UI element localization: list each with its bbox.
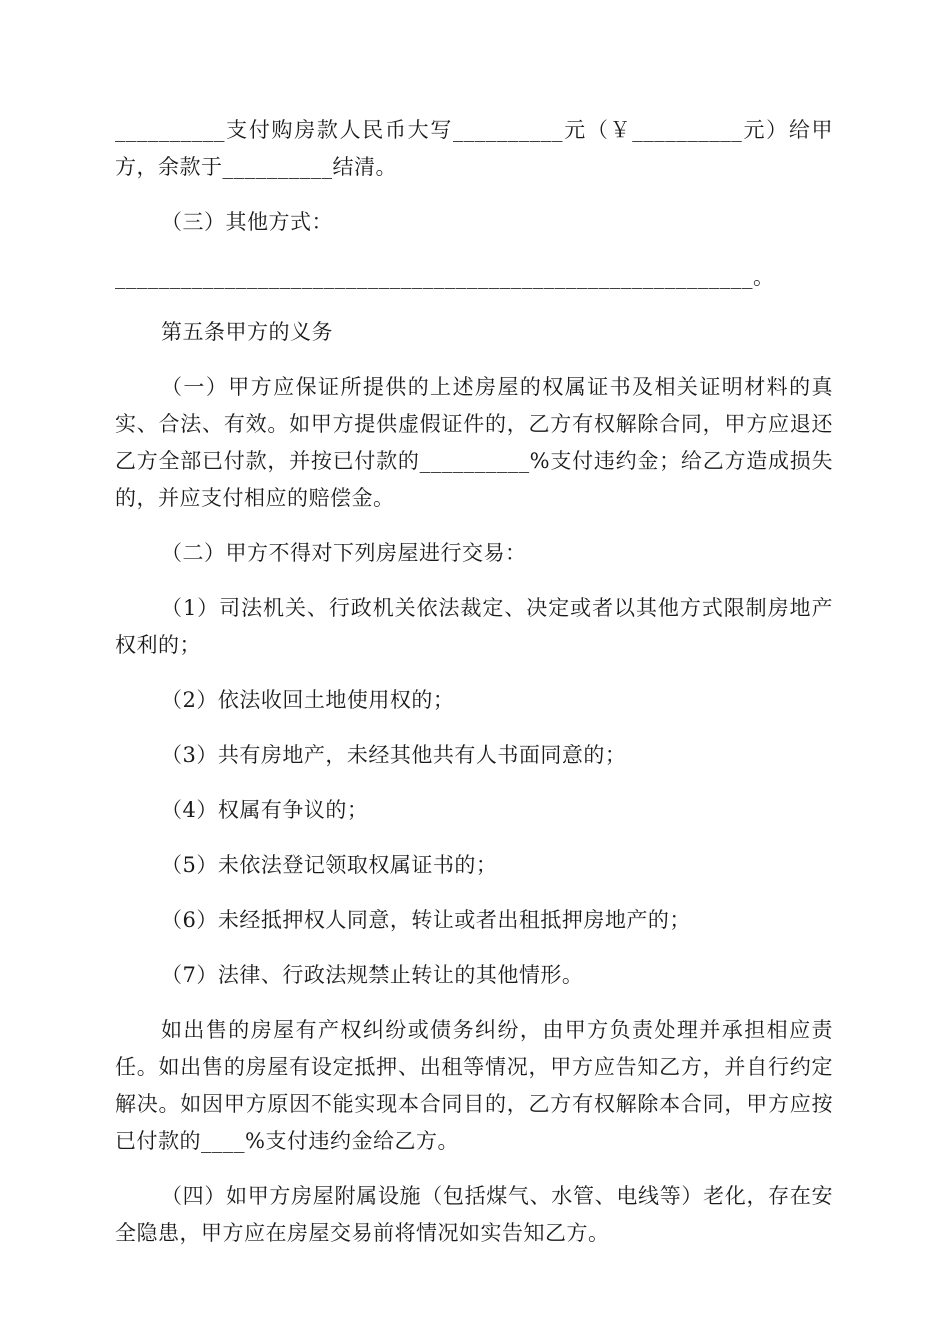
list-item: （7）法律、行政法规禁止转让的其他情形。 (161, 963, 584, 987)
document-page (115, 112, 833, 1270)
clause-1-paragraph: （一）甲方应保证所提供的上述房屋的权属证书及相关证明材料的真实、合法、有效。如甲方提供虚假证件的，乙方有权解除合同，甲方应退还乙方全部已付款，并按已付款的__________%支付违约金；给乙方造成损失的，并应支付相应的赔偿金。 (115, 375, 833, 510)
list-item: （1）司法机关、行政机关依法裁定、决定或者以其他方式限制房地产权利的； (115, 596, 833, 657)
other-methods-heading: （三）其他方式： (161, 210, 333, 234)
clause-4-paragraph: （四）如甲方房屋附属设施（包括煤气、水管、电线等）老化，存在安全隐患，甲方应在房屋交易前将情况如实告知乙方。 (115, 1184, 833, 1245)
payment-paragraph: __________支付购房款人民币大写__________元（￥__________元）给甲方，余款于__________结清。 (115, 118, 833, 179)
dispute-paragraph: 如出售的房屋有产权纠纷或债务纠纷，由甲方负责处理并承担相应责任。如出售的房屋有设定抵押、出租等情况，甲方应告知乙方，并自行约定解决。如因甲方原因不能实现本合同目的，乙方有权解除本合同，甲方应按已付款的____%支付违约金给乙方。 (115, 1018, 833, 1153)
list-item: （6）未经抵押权人同意，转让或者出租抵押房地产的； (161, 908, 691, 932)
other-methods-blank-line: __________________________________________________________。 (115, 265, 775, 289)
clause-2-heading: （二）甲方不得对下列房屋进行交易： (161, 541, 527, 565)
list-item: （2）依法收回土地使用权的； (161, 688, 455, 712)
list-item: （4）权属有争议的； (161, 798, 369, 822)
article-five-heading: 第五条甲方的义务 (161, 320, 333, 344)
list-item: （5）未依法登记领取权属证书的； (161, 853, 498, 877)
list-item: （3）共有房地产，未经其他共有人书面同意的； (161, 743, 627, 767)
